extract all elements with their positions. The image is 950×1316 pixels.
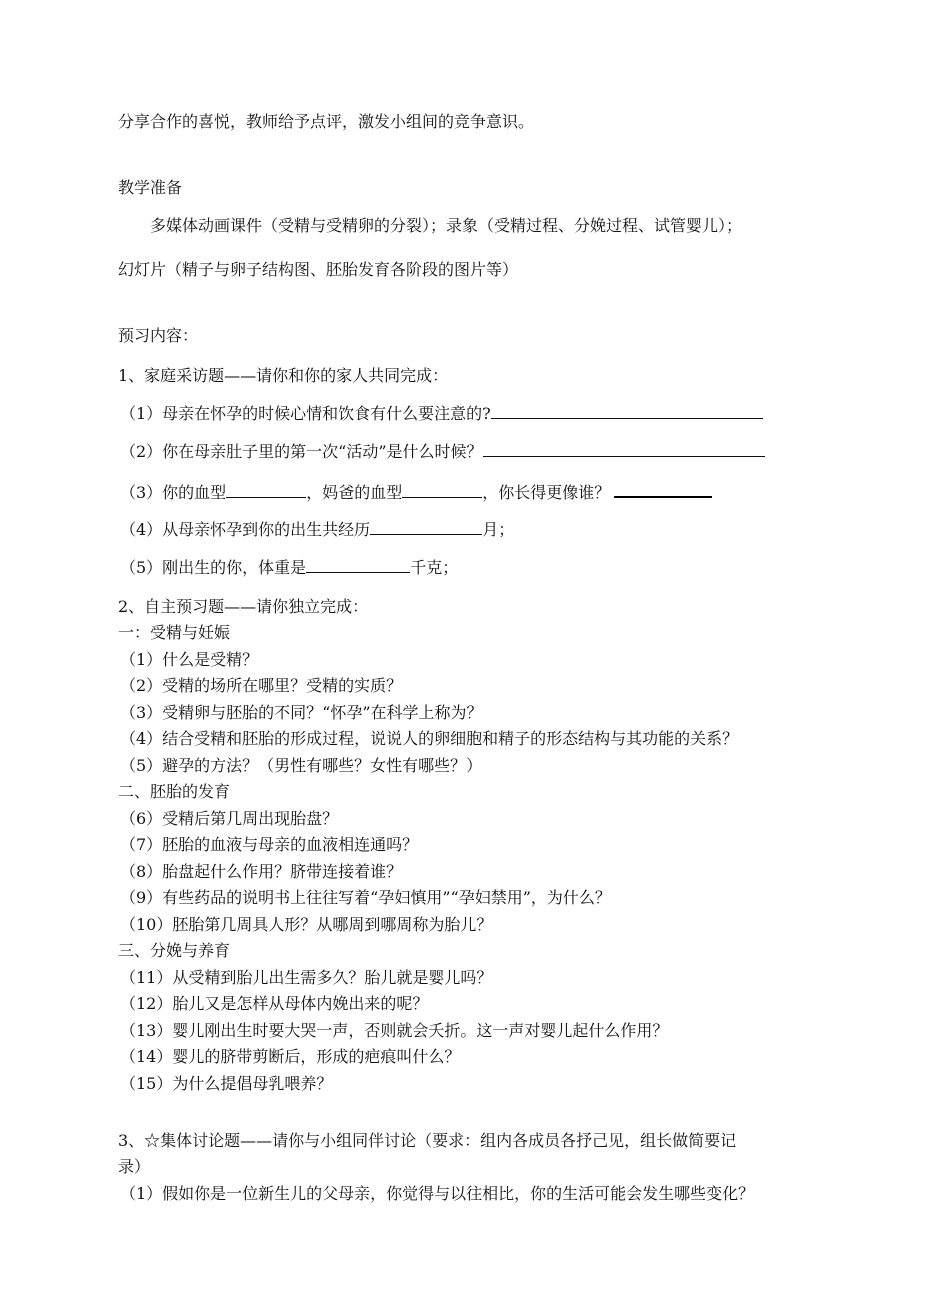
sec3-title-line2: 录） — [118, 1157, 151, 1176]
sec1-q3-text-b: ，妈爸的血型 — [306, 483, 403, 502]
intro-tail: 分享合作的喜悦，教师给予点评，激发小组间的竞争意识。 — [118, 112, 535, 131]
sec1-q5-text-b: 千克； — [410, 558, 459, 577]
answer-blank[interactable] — [483, 440, 765, 457]
sec2-part3: 三、分娩与养育 — [118, 941, 231, 960]
sec1-q5 — [120, 556, 458, 578]
sec1-q4-text-b: 月； — [482, 520, 515, 539]
prep-line2: 幻灯片（精子与卵子结构图、胚胎发育各阶段的图片等） — [118, 260, 519, 279]
sec1-q4-text-a: （4）从母亲怀孕到你的出生共经历 — [120, 520, 371, 539]
sec1-q2 — [120, 440, 765, 462]
answer-blank[interactable] — [614, 480, 712, 498]
sec1-q1-text: （1）母亲在怀孕的时候心情和饮食有什么要注意的? — [120, 404, 491, 423]
sec2-part2: 二、胚胎的发育 — [118, 782, 231, 801]
sec2-q8: （8）胎盘起什么作用？脐带连接着谁？ — [120, 862, 403, 881]
sec1-q3-text-c: ，你长得更像谁？ — [482, 483, 611, 502]
sec2-part1: 一：受精与妊娠 — [118, 623, 231, 642]
prep-heading: 教学准备 — [118, 178, 183, 197]
sec2-q13: （13）婴儿刚出生时要大哭一声，否则就会夭折。这一声对婴儿起什么作用？ — [120, 1021, 669, 1040]
answer-blank[interactable] — [306, 556, 410, 573]
sec1-q1 — [120, 402, 763, 424]
sec1-title: 1、家庭采访题——请你和你的家人共同完成： — [118, 366, 449, 385]
sec1-q2-text: （2）你在母亲肚子里的第一次“活动”是什么时候？ — [120, 442, 483, 461]
sec2-q6: （6）受精后第几周出现胎盘？ — [120, 809, 339, 828]
answer-blank[interactable] — [491, 402, 763, 419]
sec2-q2: （2）受精的场所在哪里？受精的实质？ — [120, 676, 403, 695]
sec2-q1: （1）什么是受精？ — [120, 650, 259, 669]
sec1-q3 — [120, 480, 712, 503]
sec2-q9: （9）有些药品的说明书上往往写着“孕妇慎用”“孕妇禁用”，为什么？ — [120, 888, 611, 907]
sec2-q7: （7）胚胎的血液与母亲的血液相连通吗？ — [120, 835, 419, 854]
sec2-q14: （14）婴儿的脐带剪断后，形成的疤痕叫什么？ — [120, 1047, 461, 1066]
sec2-q10: （10）胚胎第几周具人形？从哪周到哪周称为胎儿？ — [120, 915, 493, 934]
sec3-title-line1: 3、☆集体讨论题——请你与小组同伴讨论（要求：组内各成员各抒己见，组长做简要记 — [118, 1131, 737, 1150]
sec1-q3-text-a: （3）你的血型 — [120, 483, 227, 502]
preview-heading: 预习内容： — [118, 326, 199, 345]
sec3-q1: （1）假如你是一位新生儿的父母亲，你觉得与以往相比，你的生活可能会发生哪些变化？ — [120, 1184, 755, 1203]
sec2-q15: （15）为什么提倡母乳喂养？ — [120, 1074, 333, 1093]
answer-blank[interactable] — [402, 481, 482, 498]
sec2-q5: （5）避孕的方法？（男性有哪些？女性有哪些？） — [120, 756, 483, 775]
sec2-q12: （12）胎儿又是怎样从母体内娩出来的呢？ — [120, 994, 429, 1013]
sec2-q4: （4）结合受精和胚胎的形成过程，说说人的卵细胞和精子的形态结构与其功能的关系？ — [120, 729, 739, 748]
sec2-q11: （11）从受精到胎儿出生需多久？胎儿就是婴儿吗？ — [120, 968, 493, 987]
sec1-q4 — [120, 518, 514, 540]
sec2-q3: （3）受精卵与胚胎的不同？“怀孕”在科学上称为？ — [120, 703, 483, 722]
prep-line1: 多媒体动画课件（受精与受精卵的分裂）；录象（受精过程、分娩过程、试管婴儿）； — [150, 216, 743, 235]
answer-blank[interactable] — [370, 518, 482, 535]
sec1-q5-text-a: （5）刚出生的你，体重是 — [120, 558, 307, 577]
sec2-title: 2、自主预习题——请你独立完成： — [118, 597, 369, 616]
answer-blank[interactable] — [226, 481, 306, 498]
